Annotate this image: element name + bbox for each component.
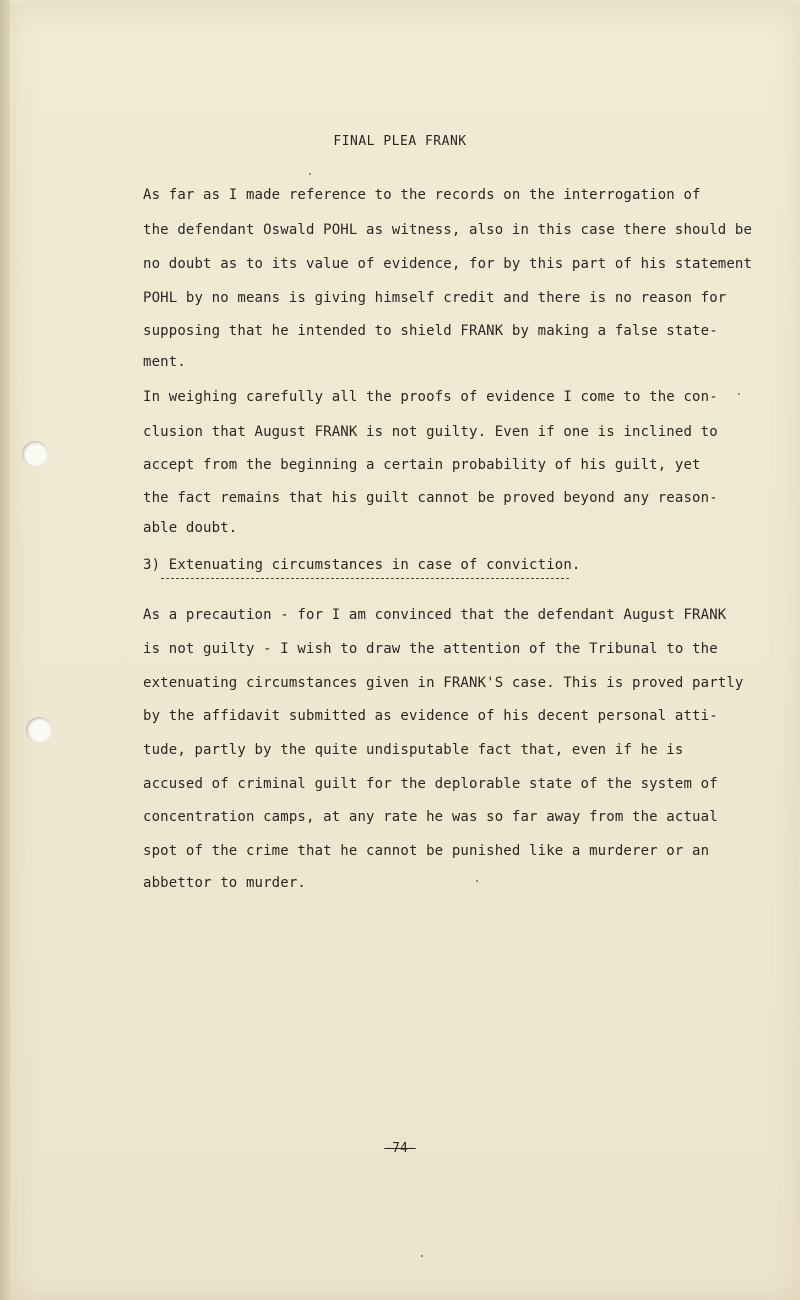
paper-speck (309, 173, 311, 175)
page-left-edge (0, 0, 10, 1300)
text-line: In weighing carefully all the proofs of evidence I come to the con- (143, 389, 718, 405)
text-line: is not guilty - I wish to draw the attention of the Tribunal to the (143, 641, 718, 657)
punch-hole (22, 441, 48, 467)
text-line: able doubt. (143, 520, 238, 536)
text-line: extenuating circumstances given in FRANK'S case. This is proved partly (143, 675, 744, 691)
text-line: abbettor to murder. (143, 875, 306, 891)
paper-speck (421, 1255, 423, 1257)
heading-underline (161, 578, 569, 579)
section-heading: 3) Extenuating circumstances in case of conviction. (143, 557, 581, 573)
text-line: As a precaution - for I am convinced that the defendant August FRANK (143, 607, 727, 623)
text-line: concentration camps, at any rate he was so far away from the actual (143, 809, 718, 825)
text-line: supposing that he intended to shield FRANK by making a false state- (143, 323, 718, 339)
text-line: tude, partly by the quite undisputable fact that, even if he is (143, 742, 684, 758)
text-line: by the affidavit submitted as evidence of his decent personal atti- (143, 708, 718, 724)
text-line: the fact remains that his guilt cannot be proved beyond any reason- (143, 490, 718, 506)
text-line: no doubt as to its value of evidence, for by this part of his statement (143, 256, 753, 272)
text-line: accept from the beginning a certain probability of his guilt, yet (143, 457, 701, 473)
text-line: spot of the crime that he cannot be punished like a murderer or an (143, 843, 710, 859)
page-number: -74- (384, 1141, 416, 1156)
punch-hole (26, 717, 52, 743)
text-line: ment. (143, 354, 186, 370)
paper-speck (476, 880, 478, 882)
text-line: clusion that August FRANK is not guilty. Even if one is inclined to (143, 424, 718, 440)
document-title: FINAL PLEA FRANK (333, 134, 467, 149)
text-line: As far as I made reference to the records on the interrogation of (143, 187, 701, 203)
text-line: POHL by no means is giving himself credit and there is no reason for (143, 290, 727, 306)
paper-speck (738, 393, 740, 395)
text-line: accused of criminal guilt for the deplorable state of the system of (143, 776, 718, 792)
text-line: the defendant Oswald POHL as witness, also in this case there should be (143, 222, 753, 238)
